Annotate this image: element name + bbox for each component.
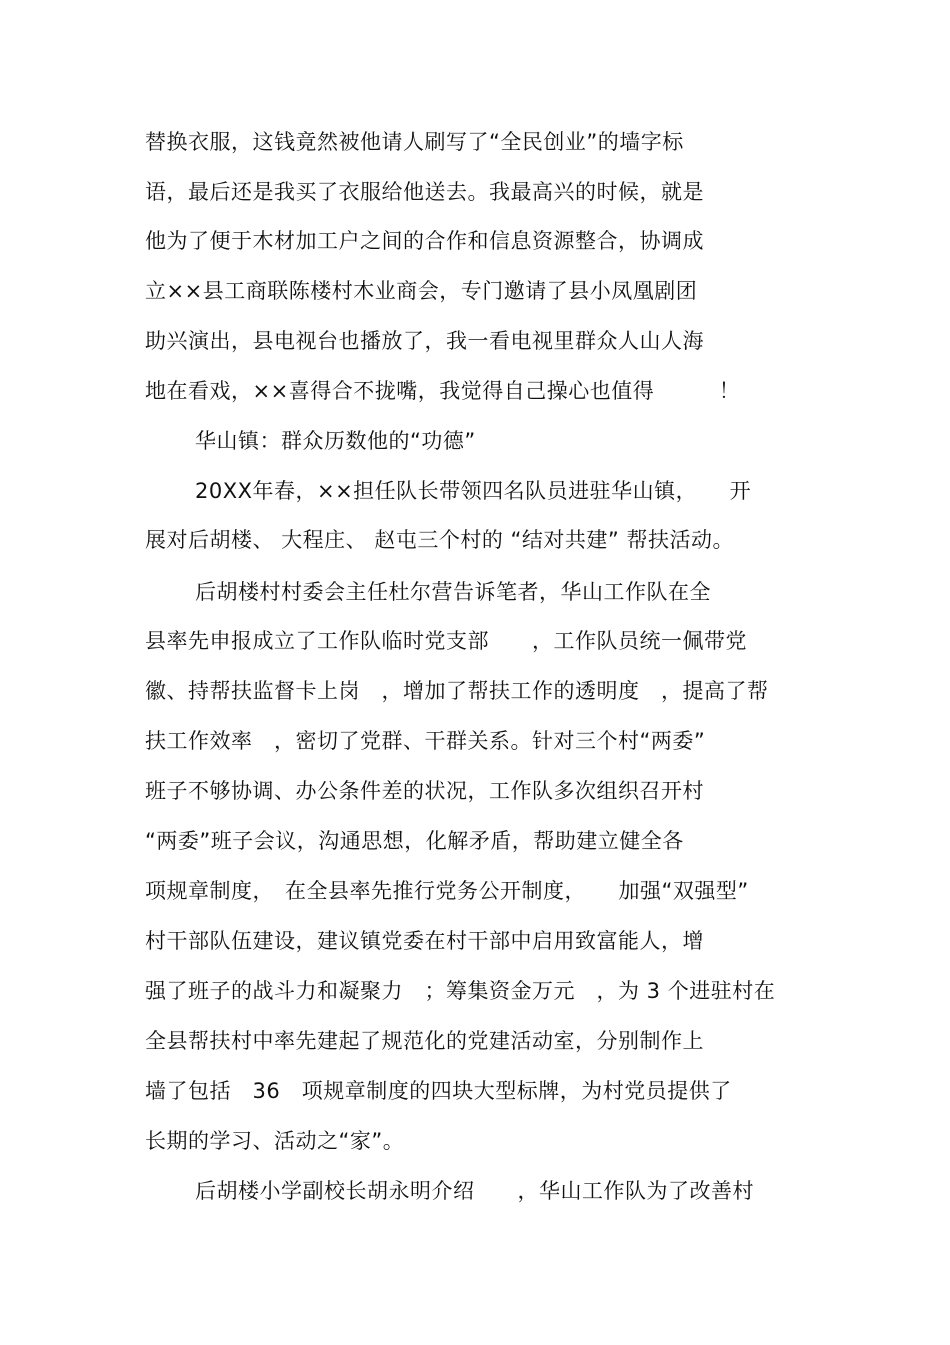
- text-line: 村干部队伍建设，建议镇党委在村干部中启用致富能人，增: [145, 929, 704, 953]
- section-heading: 华山镇：群众历数他的“功德”: [195, 429, 476, 453]
- text-line: “两委”班子会议，沟通思想，化解矛盾，帮助建立健全各: [145, 829, 684, 853]
- paragraph-first-line: 20XX年春，××担任队长带领四名队员进驻华山镇， 开: [195, 479, 752, 503]
- text-line: 助兴演出，县电视台也播放了，我一看电视里群众人山人海: [145, 329, 704, 353]
- text-line: 展对后胡楼、 大程庄、 赵屯三个村的 “结对共建” 帮扶活动。: [145, 528, 734, 552]
- text-line: 全县帮扶村中率先建起了规范化的党建活动室，分别制作上: [145, 1029, 704, 1053]
- text-line: 替换衣服，这钱竟然被他请人刷写了“全民创业”的墙字标: [145, 130, 684, 154]
- text-line: 扶工作效率 ，密切了党群、干群关系。针对三个村“两委”: [145, 729, 706, 753]
- text-line: 地在看戏，××喜得合不拢嘴，我觉得自己操心也值得 ！: [145, 379, 741, 403]
- text-line: 强了班子的战斗力和凝聚力 ；筹集资金万元 ，为 3 个进驻村在: [145, 979, 776, 1003]
- text-line: 县率先申报成立了工作队临时党支部 ，工作队员统一佩带党: [145, 629, 747, 653]
- text-line: 长期的学习、活动之“家”。: [145, 1129, 405, 1153]
- text-line: 他为了便于木材加工户之间的合作和信息资源整合，协调成: [145, 229, 704, 253]
- paragraph-first-line: 后胡楼村村委会主任杜尔营告诉笔者，华山工作队在全: [195, 580, 711, 604]
- text-line: 墙了包括 36 项规章制度的四块大型标牌，为村党员提供了: [145, 1079, 732, 1103]
- text-line: 班子不够协调、办公条件差的状况，工作队多次组织召开村: [145, 779, 704, 803]
- paragraph-first-line: 后胡楼小学副校长胡永明介绍 ，华山工作队为了改善村: [195, 1179, 754, 1203]
- text-line: 徽、持帮扶监督卡上岗 ，增加了帮扶工作的透明度 ，提高了帮: [145, 679, 769, 703]
- text-line: 项规章制度， 在全县率先推行党务公开制度， 加强“双强型”: [145, 879, 749, 903]
- text-line: 立××县工商联陈楼村木业商会，专门邀请了县小凤凰剧团: [145, 279, 698, 303]
- text-line: 语，最后还是我买了衣服给他送去。我最高兴的时候，就是: [145, 180, 704, 204]
